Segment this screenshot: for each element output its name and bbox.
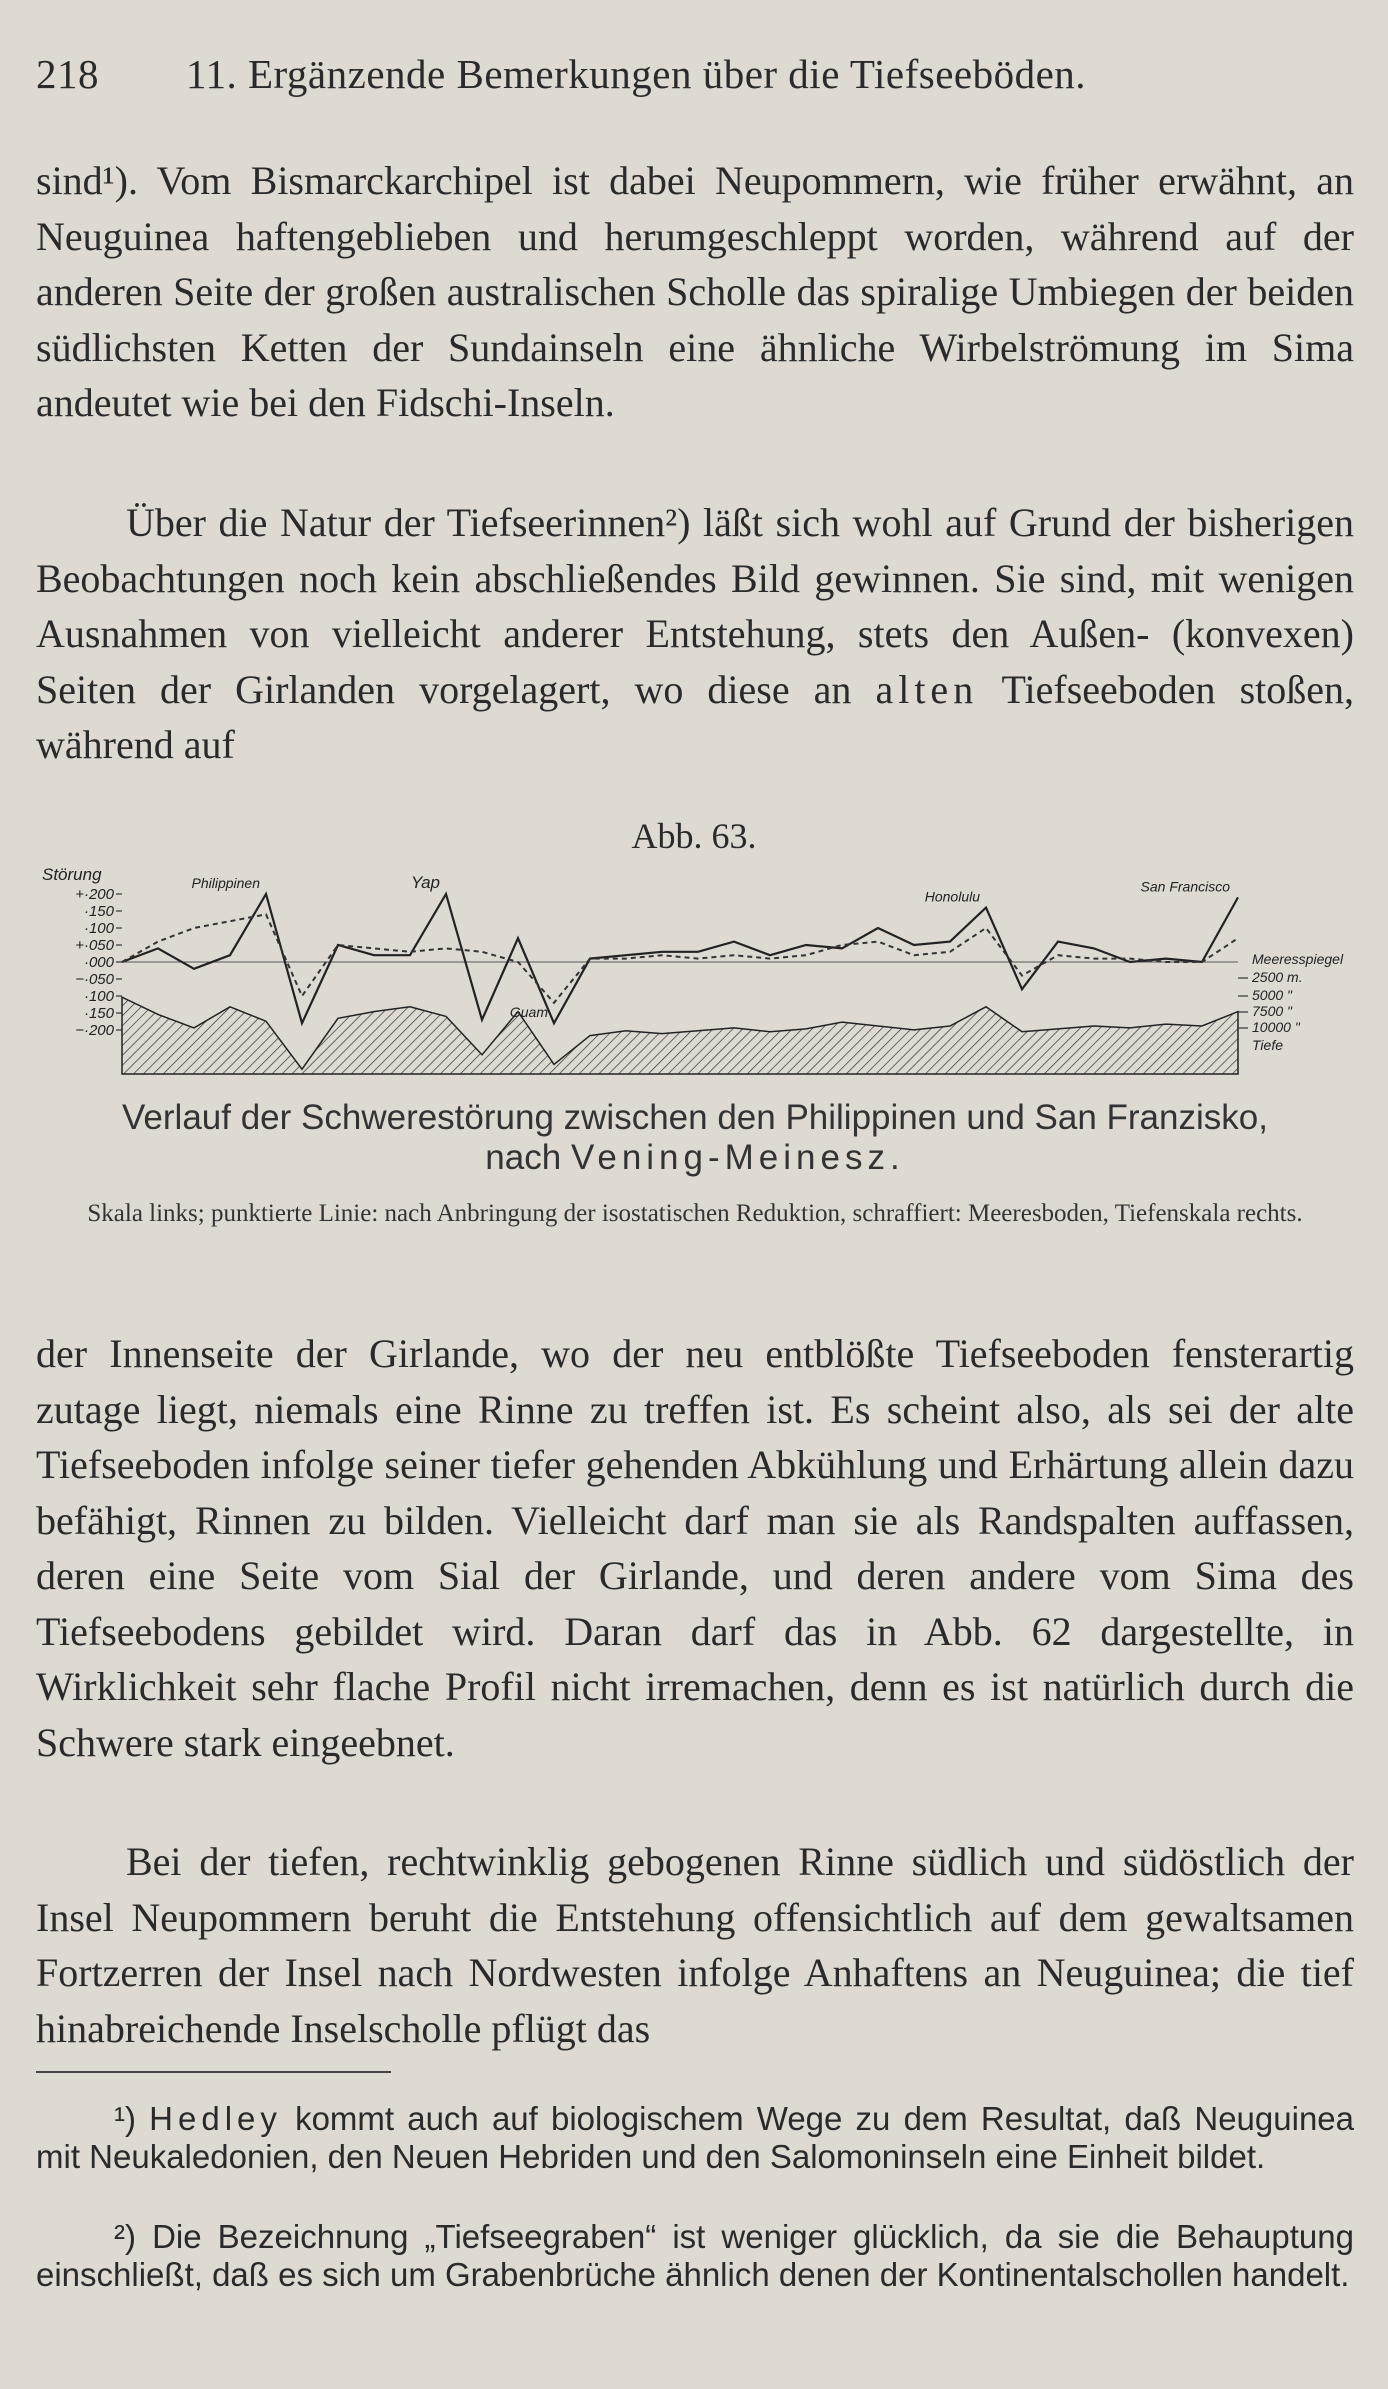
left-axis-title: Störung bbox=[42, 865, 102, 884]
y-tick-label: ·100 bbox=[83, 988, 114, 1005]
running-header bbox=[36, 50, 1086, 98]
paragraph-2-text-b: Tiefseeboden stoßen, während auf bbox=[36, 666, 1355, 767]
paragraph-4 bbox=[36, 1834, 1354, 2056]
paragraph-4-text: Bei der tiefen, rechtwinklig gebogenen Rinne südlich und südöstlich der Insel Neupommern beruht die Entstehung offensichtlich auf dem gewaltsamen Fortzerren der Insel nach Nordwesten infolge Anhaftens an Neuguinea; die tief hinabreichende Inselscholle pflügt das bbox=[36, 1839, 1354, 2051]
page-number: 218 bbox=[36, 51, 99, 97]
caption-author: Vening-Meinesz. bbox=[570, 1138, 905, 1177]
y-tick-label: −·200 bbox=[75, 1022, 114, 1039]
caption-line-1: Verlauf der Schwerestörung zwischen den Philippinen und San Franzisko, bbox=[122, 1098, 1268, 1137]
place-label: Honolulu bbox=[924, 888, 980, 905]
seabed-hatched-area bbox=[122, 997, 1238, 1074]
figure-caption bbox=[36, 1098, 1354, 1229]
caption-subtitle: Skala links; punktierte Linie: nach Anbringung der isostatischen Reduktion, schraffiert: Meeresboden, Tiefenskala rechts. bbox=[87, 1200, 1303, 1227]
y-tick-label: +·050 bbox=[75, 937, 114, 954]
place-label: San Francisco bbox=[1140, 878, 1230, 895]
depth-label: Tiefe bbox=[1252, 1037, 1284, 1053]
depth-label: 7500 " bbox=[1252, 1003, 1293, 1019]
paragraph-2-text-a: Über die Natur der Tiefseerinnen²) läßt sich wohl auf Grund der bisherigen Beobachtungen noch kein abschließendes Bild gewinnen. Sie sind, mit wenigen Ausnahmen von vielleicht anderer Entstehung, stets den Außen- (konvexen) Seiten der Girlanden vorgelagert, wo diese an bbox=[36, 500, 1354, 712]
y-tick-label: −·050 bbox=[75, 971, 114, 988]
y-tick-label: ·150 bbox=[83, 1005, 114, 1022]
caption-line-2 bbox=[36, 1138, 1354, 1178]
footnote-1 bbox=[36, 2100, 1354, 2176]
footnote-2-text: Die Bezeichnung „Tiefseegraben“ ist weniger glücklich, da sie die Behauptung einschließt, daß es sich um Grabenbrüche ähnlich denen der Kontinentalschollen handelt. bbox=[36, 2218, 1354, 2293]
y-tick-label: ·000 bbox=[83, 954, 114, 971]
footnote-1-text: kommt auch auf biologischem Wege zu dem Resultat, daß Neuguinea mit Neukaledonien, den Neuen Hebriden und den Salomoninseln eine Einheit bildet. bbox=[36, 2100, 1354, 2175]
running-title: 11. Ergänzende Bemerkungen über die Tiefseeböden. bbox=[186, 51, 1087, 97]
depth-label: Meeresspiegel bbox=[1252, 951, 1344, 967]
footnote-1-mark: ¹) bbox=[114, 2100, 136, 2137]
footnote-2 bbox=[36, 2218, 1354, 2294]
paragraph-3: der Innenseite der Girlande, wo der neu entblößte Tiefseeboden fensterartig zutage liegt, niemals eine Rinne zu treffen ist. Es scheint also, als sei der alte Tiefseeboden infolge seiner tiefer gehenden Abkühlung und Erhärtung allein dazu befähigt, Rinnen zu bilden. Vielleicht darf man sie als Randspalten auffassen, deren eine Seite vom Sial der Girlande, und deren andere vom Sima des Tiefseebodens gebildet wird. Daran darf das in Abb. 62 dargestellte, in Wirklichkeit sehr flache Profil nicht irremachen, denn es ist natürlich durch die Schwere stark eingeebnet. bbox=[36, 1331, 1354, 1765]
y-tick-label: ·150 bbox=[83, 903, 114, 920]
depth-label: 10000 " bbox=[1252, 1019, 1300, 1035]
paragraph-1: sind¹). Vom Bismarckarchipel ist dabei Neupommern, wie früher erwähnt, an Neuguinea haftengeblieben und herumgeschleppt worden, während auf der anderen Seite der großen australischen Scholle das spiralige Umbiegen der beiden südlichsten Ketten der Sundainseln eine ähnliche Wirbelströmung im Sima andeutet wie bei den Fidschi-Inseln. bbox=[36, 158, 1354, 425]
place-label: Yap bbox=[411, 873, 440, 892]
y-tick-label: ·100 bbox=[83, 920, 114, 937]
paragraph-2 bbox=[36, 495, 1354, 773]
paragraph-2-emphasis: alten bbox=[875, 666, 979, 712]
depth-label: 5000 " bbox=[1252, 987, 1293, 1003]
figure-label: Abb. 63. bbox=[631, 816, 757, 856]
footnote-2-mark: ²) bbox=[114, 2218, 136, 2255]
y-tick-label: +·200 bbox=[75, 886, 114, 903]
place-label: Philippinen bbox=[191, 875, 260, 891]
depth-label: 2500 m. bbox=[1252, 969, 1303, 985]
place-label: Guam bbox=[509, 1004, 548, 1021]
footnote-rule bbox=[36, 2071, 391, 2073]
footnote-1-name: Hedley bbox=[149, 2100, 282, 2137]
series-gravity-anomaly-line bbox=[122, 894, 1238, 1023]
series-isostatic-line bbox=[122, 914, 1238, 1002]
gravity-anomaly-chart bbox=[40, 860, 1380, 1085]
caption-line-2-prefix: nach bbox=[485, 1138, 562, 1177]
